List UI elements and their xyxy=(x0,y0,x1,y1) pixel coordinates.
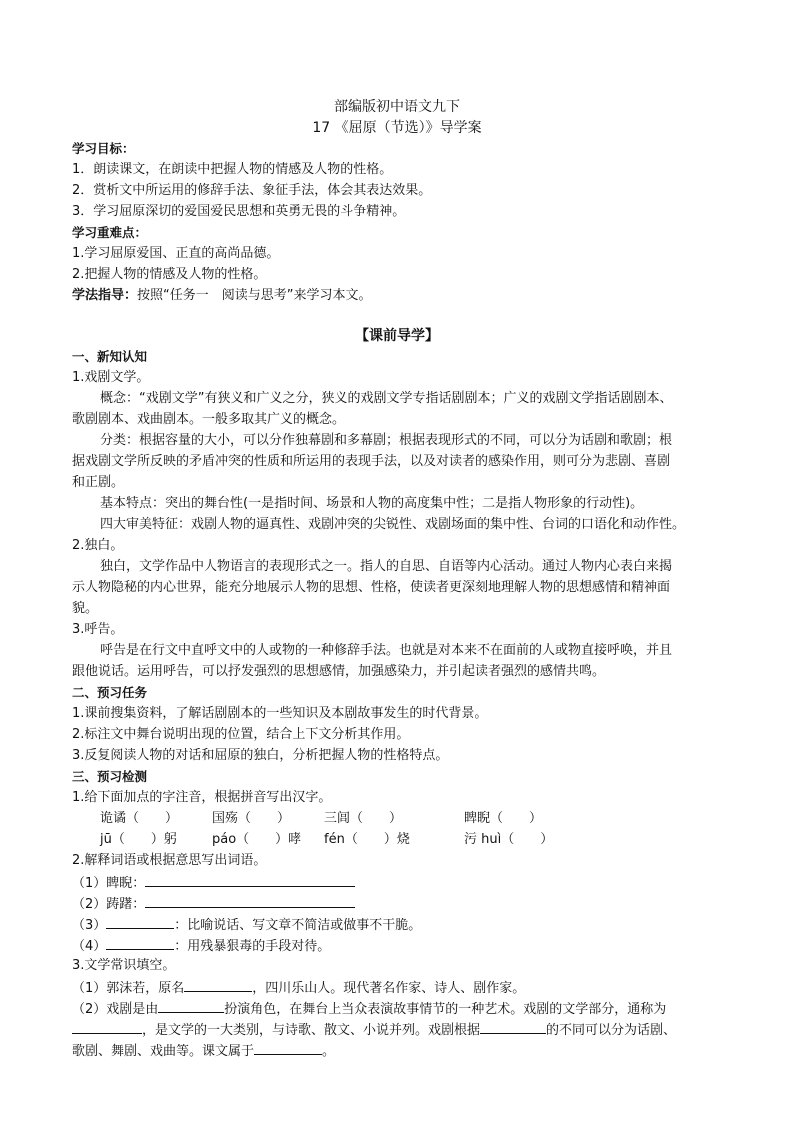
task-item: 2.标注文中舞台说明出现的位置，结合上下文分析其作用。 xyxy=(72,727,410,742)
q2-item-1 xyxy=(72,872,355,894)
question-2: 2.解释词语或根据意思写出词语。 xyxy=(72,853,267,868)
aesthetic-line: 四大审美特征：戏剧人物的逼真性、戏剧冲突的尖锐性、戏剧场面的集中性、台词的口语化和动作性。 xyxy=(100,517,686,532)
pinyin-cell: 诡谲（ ） xyxy=(100,811,179,826)
task-item: 3.反复阅读人物的对话和屈原的独白，分析把握人物的性格特点。 xyxy=(72,748,449,763)
answer-blank[interactable] xyxy=(72,1019,142,1034)
q2-item-4 xyxy=(72,935,330,957)
pinyin-cell: jū（ ）躬 xyxy=(100,832,177,847)
pinyin-cell: páo（ ）哮 xyxy=(212,832,302,847)
q3-item-2-line-3 xyxy=(72,1040,335,1062)
section-2-heading: 二、预习任务 xyxy=(72,685,148,700)
q2-item-3 xyxy=(72,914,421,936)
classify-line: 和正剧。 xyxy=(72,475,125,490)
answer-blank[interactable] xyxy=(145,872,355,887)
apostrophe-line: 跟他说话。运用呼告，可以抒发强烈的思想感情，加强感染力，并引起读者强烈的感情共鸣。 xyxy=(72,664,606,679)
q3-text: 的不同可以分为话剧、 xyxy=(546,1023,677,1038)
goal-item: 3．学习屈原深切的爱国爱民思想和英勇无畏的斗争精神。 xyxy=(72,204,406,219)
doc-subtitle: 17 《屈原（节选）》导学案 xyxy=(312,120,482,136)
q3-text: 歌剧、舞剧、戏曲等。课文属于 xyxy=(72,1044,255,1059)
q2-item-2 xyxy=(72,893,355,915)
item-apostrophe: 3.呼告。 xyxy=(72,622,124,637)
item-drama: 1.戏剧文学。 xyxy=(72,370,150,385)
q3-text: 。 xyxy=(322,1044,336,1059)
q3-text: ，是文学的一大类别，与诗歌、散文、小说并列。戏剧根据 xyxy=(142,1023,481,1038)
q2-label: （2）踌躇： xyxy=(72,897,146,912)
goals-heading: 学习目标： xyxy=(72,141,135,156)
q3-item-1 xyxy=(72,977,525,999)
q3-item-2-line-2 xyxy=(72,1019,676,1041)
question-3: 3.文学常识填空。 xyxy=(72,958,176,973)
pinyin-cell: 污 huì（ ） xyxy=(464,832,554,847)
answer-blank[interactable] xyxy=(106,914,174,929)
goal-item: 1．朗读课文，在朗读中把握人物的情感及人物的性格。 xyxy=(72,162,393,177)
method-text: 按照“任务一 阅读与思考”来学习本文。 xyxy=(137,288,372,303)
q2-label: （3） xyxy=(72,918,107,933)
q3-item-2-line-1 xyxy=(72,998,666,1020)
doc-title: 部编版初中语文九下 xyxy=(334,99,460,115)
q3-text: ，四川乐山人。现代著名作家、诗人、剧作家。 xyxy=(252,981,526,996)
feature-line: 基本特点：突出的舞台性(一是指时间、场景和人物的高度集中性；二是指人物形象的行动性)。 xyxy=(100,496,644,511)
task-item: 1.课前搜集资料，了解话剧剧本的一些知识及本剧故事发生的时代背景。 xyxy=(72,706,488,721)
monologue-line: 貌。 xyxy=(72,601,99,616)
section-1-heading: 一、新知认知 xyxy=(72,349,148,364)
pinyin-cell: 三闾（ ） xyxy=(324,811,403,826)
pinyin-cell: fén（ ）烧 xyxy=(324,832,410,847)
pre-study-heading: 【课前导学】 xyxy=(355,328,439,344)
q3-text: （2）戏剧是由 xyxy=(72,1002,159,1017)
key-item: 2.把握人物的情感及人物的性格。 xyxy=(72,267,267,282)
answer-blank[interactable] xyxy=(184,977,252,992)
q2-label: （1）睥睨： xyxy=(72,876,146,891)
answer-blank[interactable] xyxy=(480,1019,546,1034)
section-3-heading: 三、预习检测 xyxy=(72,769,148,784)
method-label: 学法指导： xyxy=(72,288,138,303)
answer-blank[interactable] xyxy=(158,998,224,1013)
monologue-line: 独白，文学作品中人物语言的表现形式之一。指人的自思、自语等内心活动。通过人物内心表白来揭 xyxy=(100,559,673,574)
q3-text: （1）郭沫若，原名 xyxy=(72,981,185,996)
q2-text: ：用残暴狠毒的手段对待。 xyxy=(174,939,331,954)
classify-line: 据戏剧文学所反映的矛盾冲突的性质和所运用的表现手法，以及对读者的感染作用，则可分为悲剧、喜剧 xyxy=(72,454,671,469)
classify-line: 分类：根据容量的大小，可以分作独幕剧和多幕剧；根据表现形式的不同，可以分为话剧和歌剧；根 xyxy=(100,433,673,448)
method-line xyxy=(72,286,372,306)
q2-label: （4） xyxy=(72,939,107,954)
answer-blank[interactable] xyxy=(145,893,355,908)
monologue-line: 示人物隐秘的内心世界，能充分地展示人物的思想、性格，使读者更深刻地理解人物的思想感情和精神面 xyxy=(72,580,671,595)
answer-blank[interactable] xyxy=(106,935,174,950)
item-monologue: 2.独白。 xyxy=(72,538,124,553)
key-heading: 学习重难点： xyxy=(72,225,148,240)
concept-line: 概念：“戏剧文学”有狭义和广义之分，狭义的戏剧文学专指话剧剧本；广义的戏剧文学指话剧剧本、 xyxy=(100,391,673,406)
question-1: 1.给下面加点的字注音，根据拼音写出汉字。 xyxy=(72,790,332,805)
q2-text: ：比喻说话、写文章不简洁或做事不干脆。 xyxy=(174,918,422,933)
pinyin-cell: 国殇（ ） xyxy=(212,811,291,826)
answer-blank[interactable] xyxy=(254,1040,322,1055)
key-item: 1.学习屈原爱国、正直的高尚品德。 xyxy=(72,246,280,261)
pinyin-cell: 睥睨（ ） xyxy=(464,811,543,826)
apostrophe-line: 呼告是在行文中直呼文中的人或物的一种修辞手法。也就是对本来不在面前的人或物直接呼唤，并且 xyxy=(100,643,673,658)
goal-item: 2．赏析文中所运用的修辞手法、象征手法，体会其表达效果。 xyxy=(72,183,432,198)
concept-line: 歌剧剧本、戏曲剧本。一般多取其广义的概念。 xyxy=(72,412,346,427)
q3-text: 扮演角色，在舞台上当众表演故事情节的一种艺术。戏剧的文学部分，通称为 xyxy=(224,1002,667,1017)
